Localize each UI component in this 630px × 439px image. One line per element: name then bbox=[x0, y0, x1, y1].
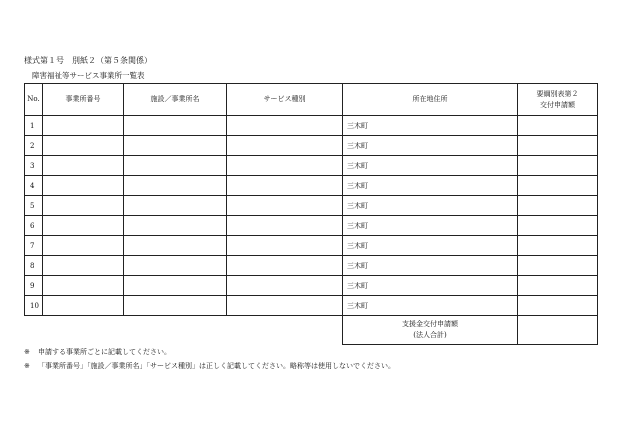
table-row bbox=[25, 216, 598, 236]
office-number-cell[interactable] bbox=[43, 156, 124, 176]
row-no: 7 bbox=[25, 236, 43, 256]
amount-cell[interactable] bbox=[518, 136, 598, 156]
note-text: 申請する事業所ごとに記載してください。 bbox=[38, 348, 171, 356]
facility-name-cell[interactable] bbox=[124, 296, 227, 316]
table-row bbox=[25, 296, 598, 316]
total-spacer bbox=[25, 316, 343, 345]
table-row bbox=[25, 156, 598, 176]
row-no: 10 bbox=[25, 296, 43, 316]
location-cell[interactable]: 三木町 bbox=[343, 296, 518, 316]
office-number-cell[interactable] bbox=[43, 256, 124, 276]
location-cell[interactable]: 三木町 bbox=[343, 196, 518, 216]
facility-name-cell[interactable] bbox=[124, 196, 227, 216]
form-title: 様式第１号 別紙２（第５条関係） bbox=[24, 56, 152, 65]
row-no: 4 bbox=[25, 176, 43, 196]
header-facility-name: 施設／事業所名 bbox=[124, 84, 227, 116]
table-row bbox=[25, 116, 598, 136]
office-number-cell[interactable] bbox=[43, 296, 124, 316]
table-row bbox=[25, 236, 598, 256]
note-line bbox=[24, 359, 395, 373]
table-row bbox=[25, 276, 598, 296]
office-number-cell[interactable] bbox=[43, 216, 124, 236]
location-cell[interactable]: 三木町 bbox=[343, 216, 518, 236]
total-label-line2: (法人合計) bbox=[413, 331, 447, 339]
facility-name-cell[interactable] bbox=[124, 116, 227, 136]
row-no: 8 bbox=[25, 256, 43, 276]
row-no: 6 bbox=[25, 216, 43, 236]
office-list-table bbox=[24, 83, 598, 345]
total-row bbox=[25, 316, 598, 345]
location-cell[interactable]: 三木町 bbox=[343, 176, 518, 196]
service-type-cell[interactable] bbox=[227, 296, 343, 316]
office-number-cell[interactable] bbox=[43, 176, 124, 196]
service-type-cell[interactable] bbox=[227, 216, 343, 236]
service-type-cell[interactable] bbox=[227, 276, 343, 296]
row-no: 9 bbox=[25, 276, 43, 296]
amount-cell[interactable] bbox=[518, 216, 598, 236]
facility-name-cell[interactable] bbox=[124, 136, 227, 156]
row-no: 1 bbox=[25, 116, 43, 136]
service-type-cell[interactable] bbox=[227, 256, 343, 276]
total-amount-cell[interactable] bbox=[518, 316, 598, 345]
facility-name-cell[interactable] bbox=[124, 176, 227, 196]
table-row bbox=[25, 256, 598, 276]
service-type-cell[interactable] bbox=[227, 156, 343, 176]
amount-cell[interactable] bbox=[518, 256, 598, 276]
header-amount-line1: 要綱別表第２ bbox=[536, 89, 579, 98]
amount-cell[interactable] bbox=[518, 196, 598, 216]
location-cell[interactable]: 三木町 bbox=[343, 236, 518, 256]
facility-name-cell[interactable] bbox=[124, 276, 227, 296]
row-no: 3 bbox=[25, 156, 43, 176]
location-cell[interactable]: 三木町 bbox=[343, 156, 518, 176]
header-no: No. bbox=[25, 84, 43, 116]
amount-cell[interactable] bbox=[518, 156, 598, 176]
note-text: 「事業所番号」「施設／事業所名」「サービス種別」は正しく記載してください。略称等は使用しないでください。 bbox=[38, 362, 395, 370]
location-cell[interactable]: 三木町 bbox=[343, 116, 518, 136]
facility-name-cell[interactable] bbox=[124, 156, 227, 176]
office-number-cell[interactable] bbox=[43, 136, 124, 156]
table-row bbox=[25, 176, 598, 196]
service-type-cell[interactable] bbox=[227, 136, 343, 156]
header-row bbox=[25, 84, 598, 116]
note-mark: ※ bbox=[24, 362, 30, 370]
service-type-cell[interactable] bbox=[227, 196, 343, 216]
office-number-cell[interactable] bbox=[43, 276, 124, 296]
amount-cell[interactable] bbox=[518, 276, 598, 296]
note-line bbox=[24, 345, 395, 359]
facility-name-cell[interactable] bbox=[124, 236, 227, 256]
table-row bbox=[25, 196, 598, 216]
amount-cell[interactable] bbox=[518, 176, 598, 196]
header-application-amount bbox=[518, 84, 598, 116]
row-no: 5 bbox=[25, 196, 43, 216]
total-label-cell bbox=[343, 316, 518, 345]
service-type-cell[interactable] bbox=[227, 116, 343, 136]
location-cell[interactable]: 三木町 bbox=[343, 276, 518, 296]
service-type-cell[interactable] bbox=[227, 176, 343, 196]
total-label-line1: 支援金交付申請額 bbox=[402, 320, 458, 328]
amount-cell[interactable] bbox=[518, 116, 598, 136]
office-number-cell[interactable] bbox=[43, 116, 124, 136]
amount-cell[interactable] bbox=[518, 296, 598, 316]
header-amount-line2: 交付申請額 bbox=[540, 100, 575, 109]
facility-name-cell[interactable] bbox=[124, 256, 227, 276]
location-cell[interactable]: 三木町 bbox=[343, 256, 518, 276]
list-title: 障害福祉等サービス事業所一覧表 bbox=[32, 71, 145, 80]
row-no: 2 bbox=[25, 136, 43, 156]
office-number-cell[interactable] bbox=[43, 196, 124, 216]
header-office-number: 事業所番号 bbox=[43, 84, 124, 116]
table-row bbox=[25, 136, 598, 156]
header-service-type: サービス種別 bbox=[227, 84, 343, 116]
service-type-cell[interactable] bbox=[227, 236, 343, 256]
note-mark: ※ bbox=[24, 348, 30, 356]
facility-name-cell[interactable] bbox=[124, 216, 227, 236]
location-cell[interactable]: 三木町 bbox=[343, 136, 518, 156]
header-location: 所在地住所 bbox=[343, 84, 518, 116]
amount-cell[interactable] bbox=[518, 236, 598, 256]
office-number-cell[interactable] bbox=[43, 236, 124, 256]
notes bbox=[24, 345, 395, 373]
